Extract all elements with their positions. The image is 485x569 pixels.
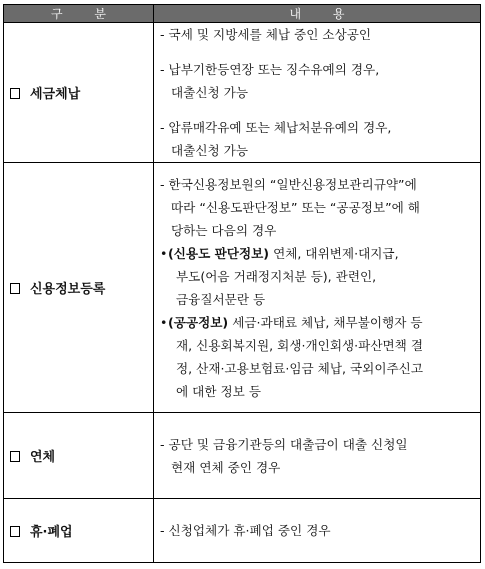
content-line: 대출신청 가능 [171,85,248,100]
bullet-icon: • [160,314,168,330]
category-label: 연체 [30,450,56,465]
content-line: - 국세 및 지방세를 체납 중인 소상공인 [160,27,372,42]
content-line: - 납부기한등연장 또는 징수유예의 경우, [160,62,380,77]
bullet-title: (신용도 판단정보) [168,245,270,261]
content-line: - 압류매각유예 또는 체납처분유예의 경우, [160,120,392,135]
content-cell [154,499,481,563]
bullet-icon: • [160,245,168,261]
category-label: 세금체납 [30,87,81,102]
bullet-line [160,311,472,334]
category-cell [4,413,154,499]
content-line: 재, 신용회복지원, 회생·개인회생·파산면책 결 [176,337,424,353]
row-overdue [4,413,481,499]
table-header-row [4,5,481,23]
category-cell [4,23,154,163]
content-cell [154,163,481,413]
content-cell [154,413,481,499]
row-tax-arrears [4,23,481,163]
checkbox-square-icon [10,526,20,537]
eligibility-table [3,4,481,563]
content-line: 부도(어음 거래정지처분 등), 관련인, [176,268,377,284]
checkbox-square-icon [10,283,20,294]
content-line: 현재 연체 중인 경우 [171,459,281,475]
row-closure [4,499,481,563]
bullet-text: 연체, 대위변제·대지급, [269,245,399,261]
category-label: 신용정보등록 [30,282,106,297]
content-line: 정, 산재·고용보험료·임금 체납, 국외이주신고 [176,360,424,376]
bullet-text: 세금·과태료 체납, 채무불이행자 등 [228,314,423,330]
bullet-title: (공공정보) [168,314,229,330]
category-cell [4,163,154,413]
content-line: 따라 “신용도판단정보” 또는 “공공정보”에 해 [171,199,420,215]
content-line: - 신청업체가 휴·폐업 중인 경우 [160,523,331,538]
content-line: - 공단 및 금융기관등의 대출금이 대출 신청일 [160,436,408,452]
content-cell [154,23,481,163]
content-line: 대출신청 가능 [171,143,248,158]
content-line: 금융질서문란 등 [176,291,266,307]
category-label: 휴·폐업 [30,525,73,540]
content-line: 에 대한 정보 등 [176,383,262,399]
row-credit-info [4,163,481,413]
header-category: 구 분 [4,5,154,23]
checkbox-square-icon [10,451,20,462]
checkbox-square-icon [10,88,20,99]
category-cell [4,499,154,563]
bullet-line [160,242,472,265]
content-line: - 한국신용정보원의 “일반신용정보관리규약”에 [160,176,417,192]
content-line: 당하는 다음의 경우 [171,222,277,238]
header-content: 내 용 [154,5,481,23]
